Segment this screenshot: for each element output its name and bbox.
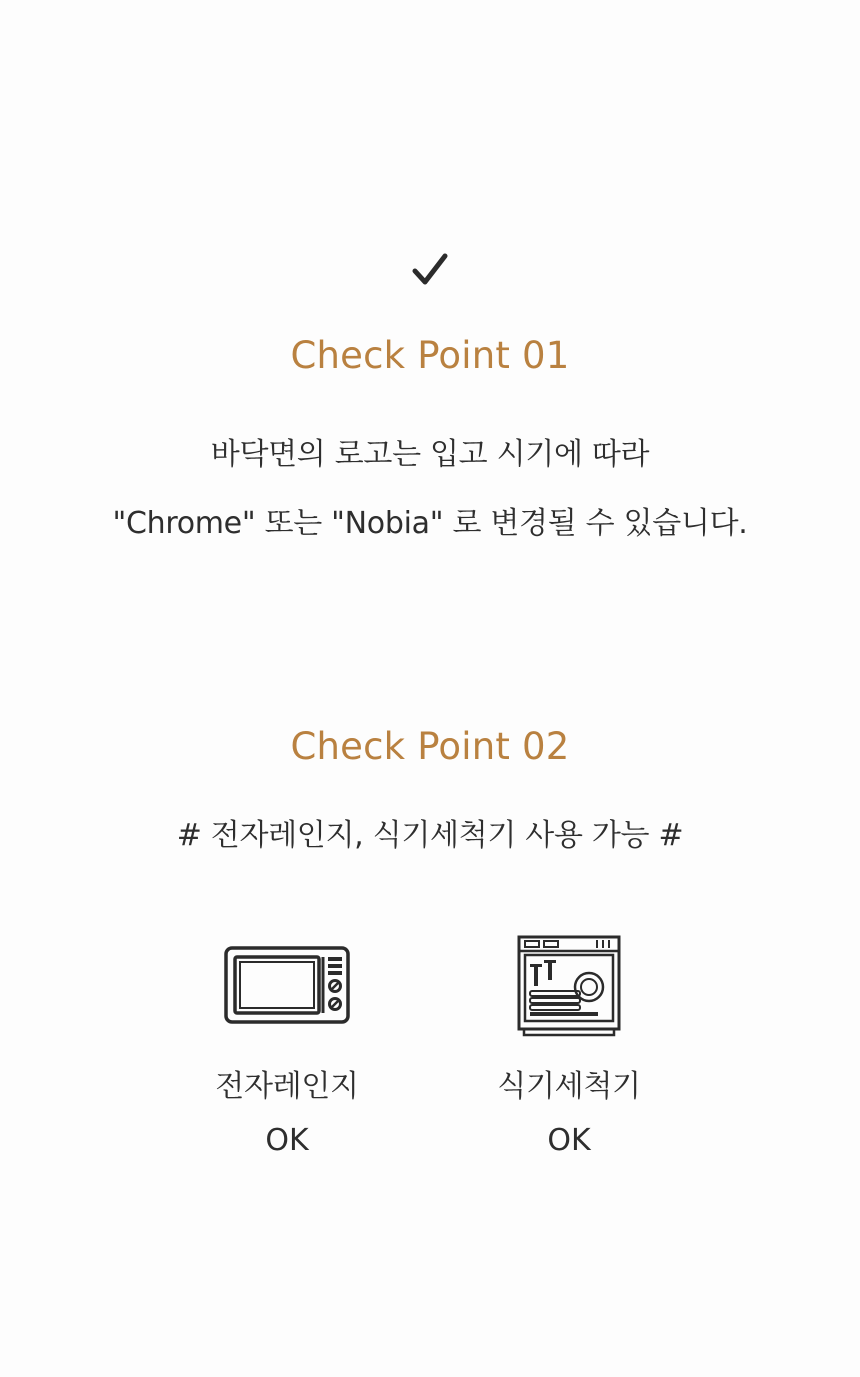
check-point-2-title: Check Point 02 [290, 725, 570, 768]
microwave-label: 전자레인지 [215, 1069, 359, 1104]
microwave-status: OK [265, 1123, 309, 1158]
check-point-1-line-1: 바닥면의 로고는 입고 시기에 따라 [210, 437, 650, 472]
dishwasher-label: 식기세척기 [497, 1069, 641, 1104]
dishwasher-icon [469, 935, 669, 1037]
checkmark-icon [0, 250, 860, 290]
microwave-icon [187, 935, 387, 1037]
check-point-1-title: Check Point 01 [290, 334, 570, 377]
appliance-microwave [187, 935, 387, 1161]
dishwasher-status: OK [547, 1123, 591, 1158]
check-point-1-line-2: "Chrome" 또는 "Nobia" 로 변경될 수 있습니다. [112, 506, 748, 541]
appliance-dishwasher [469, 935, 669, 1161]
check-point-2-subtitle: # 전자레인지, 식기세척기 사용 가능 # [176, 818, 684, 853]
